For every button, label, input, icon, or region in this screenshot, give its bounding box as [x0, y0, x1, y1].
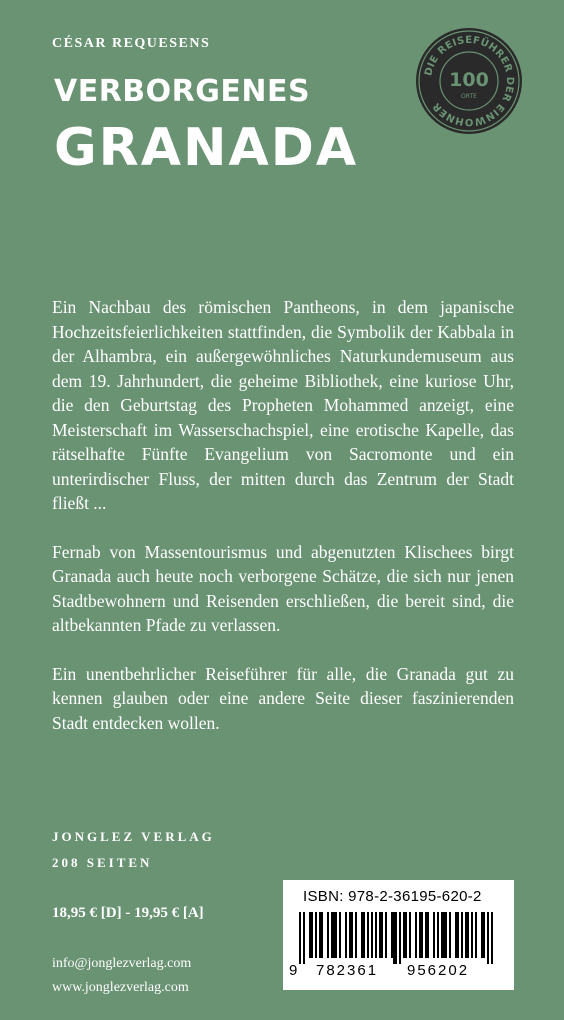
barcode-bar	[391, 912, 393, 958]
barcode-bar	[481, 912, 483, 958]
barcode-bar	[361, 912, 363, 958]
seal-label: ORTE	[461, 93, 477, 100]
barcode-bar	[303, 912, 305, 964]
barcode-bar	[467, 912, 469, 958]
barcode-bar	[367, 912, 369, 958]
barcode-bar	[415, 912, 417, 958]
barcode-bars	[299, 912, 499, 964]
barcode-bar	[327, 912, 329, 958]
barcode-bar	[375, 912, 377, 958]
barcode-bar	[363, 912, 365, 958]
barcode-bar	[315, 912, 317, 958]
barcode-bar	[379, 912, 381, 958]
barcode-bar	[355, 912, 357, 958]
barcode-bar	[491, 912, 493, 964]
blurb-paragraph-3: Ein unentbehrlicher Reiseführer für alle, die Granada gut zu kennen glauben oder eine andere Seite dieser faszinierenden Stadt entdecken wollen.	[52, 663, 514, 733]
barcode-bar	[405, 912, 407, 958]
blurb-paragraph-2: Fernab von Massentourismus und abgenutzten Klischees birgt Granada auch heute noch verborgene Schätze, die sich nur jenen Stadtbewohnern und Reisenden erschließen, die bereit sind, die altbekannten Pfade zu verlassen.	[52, 541, 514, 635]
barcode-digits	[283, 962, 514, 982]
barcode-bar	[475, 912, 477, 958]
barcode-bar	[395, 912, 397, 964]
barcode-bar	[471, 912, 473, 958]
page-count: 208 SEITEN	[52, 855, 153, 870]
seal-number: 100	[449, 69, 489, 91]
barcode-bar	[331, 912, 333, 958]
blurb	[52, 295, 514, 759]
barcode-bar	[437, 912, 439, 958]
barcode-bar	[339, 912, 341, 958]
series-seal	[414, 26, 524, 136]
barcode-bar	[371, 912, 373, 958]
barcode-digits-right: 956202	[407, 962, 470, 979]
barcode-bar	[345, 912, 347, 958]
author-name: CÉSAR REQUESENS	[52, 36, 211, 51]
barcode-bar	[483, 912, 485, 958]
barcode-bar	[403, 912, 405, 958]
barcode-bar	[299, 912, 301, 964]
contact-block	[52, 952, 191, 1000]
title-line-2: GRANADA	[54, 118, 359, 178]
barcode-bar	[335, 912, 337, 958]
barcode-bar	[487, 912, 489, 964]
seal-ring-textpath: DIE REISEFÜHRER DER EINWOHNER	[423, 34, 516, 128]
barcode-bar	[393, 912, 395, 964]
barcode-bar	[445, 912, 447, 958]
barcode-bar	[457, 912, 459, 958]
barcode-bar	[311, 912, 313, 958]
barcode-bar	[351, 912, 353, 958]
blurb-paragraph-1: Ein Nachbau des römischen Pantheons, in dem japanische Hochzeitsfeierlichkeiten stattfinden, die Symbolik der Kabbala in der Alhambra, ein außergewöhnliches Naturkundemuseum aus dem 19. Jahrhundert, die geheime Bibliothek, eine kuriose Uhr, die den Geburtstag des Propheten Mohammed anzeigt, eine Meisterschaft im Wasserschachspiel, eine erotische Kapelle, das rätselhafte Fünfte Evangelium von Sacromonte und ein unterirdischer Fluss, der mitten durch das Zentrum der Stadt fließt ...	[52, 297, 514, 513]
publisher-block	[52, 824, 215, 876]
isbn-label: ISBN: 978-2-36195-620-2	[303, 888, 482, 905]
barcode-bar	[399, 912, 401, 964]
barcode-digits-left: 782361	[316, 962, 379, 979]
barcode-bar	[419, 912, 421, 958]
website-url: www.jonglezverlag.com	[52, 980, 189, 995]
barcode-bar	[433, 912, 435, 958]
barcode-bar	[381, 912, 383, 958]
barcode-bar	[449, 912, 451, 958]
barcode-bar	[441, 912, 443, 958]
barcode-bar	[455, 912, 457, 958]
barcode-bar	[465, 912, 467, 958]
barcode-bar	[309, 912, 311, 958]
price: 18,95 € [D] - 19,95 € [A]	[52, 905, 204, 921]
barcode-bar	[321, 912, 323, 958]
barcode-bar	[319, 912, 321, 958]
barcode-bar	[421, 912, 423, 958]
barcode-panel	[283, 880, 514, 990]
email-address: info@jonglezverlag.com	[52, 956, 192, 971]
barcode-bar	[425, 912, 427, 958]
barcode-digit-first: 9	[289, 962, 298, 979]
barcode-bar	[443, 912, 445, 958]
barcode-bar	[385, 912, 387, 958]
barcode-bar	[427, 912, 429, 958]
barcode-bar	[461, 912, 463, 958]
barcode-bar	[333, 912, 335, 958]
barcode-bar	[409, 912, 411, 958]
publisher-name: JONGLEZ VERLAG	[52, 829, 215, 844]
barcode-bar	[349, 912, 351, 958]
title-line-1: VERBORGENES	[54, 74, 311, 109]
